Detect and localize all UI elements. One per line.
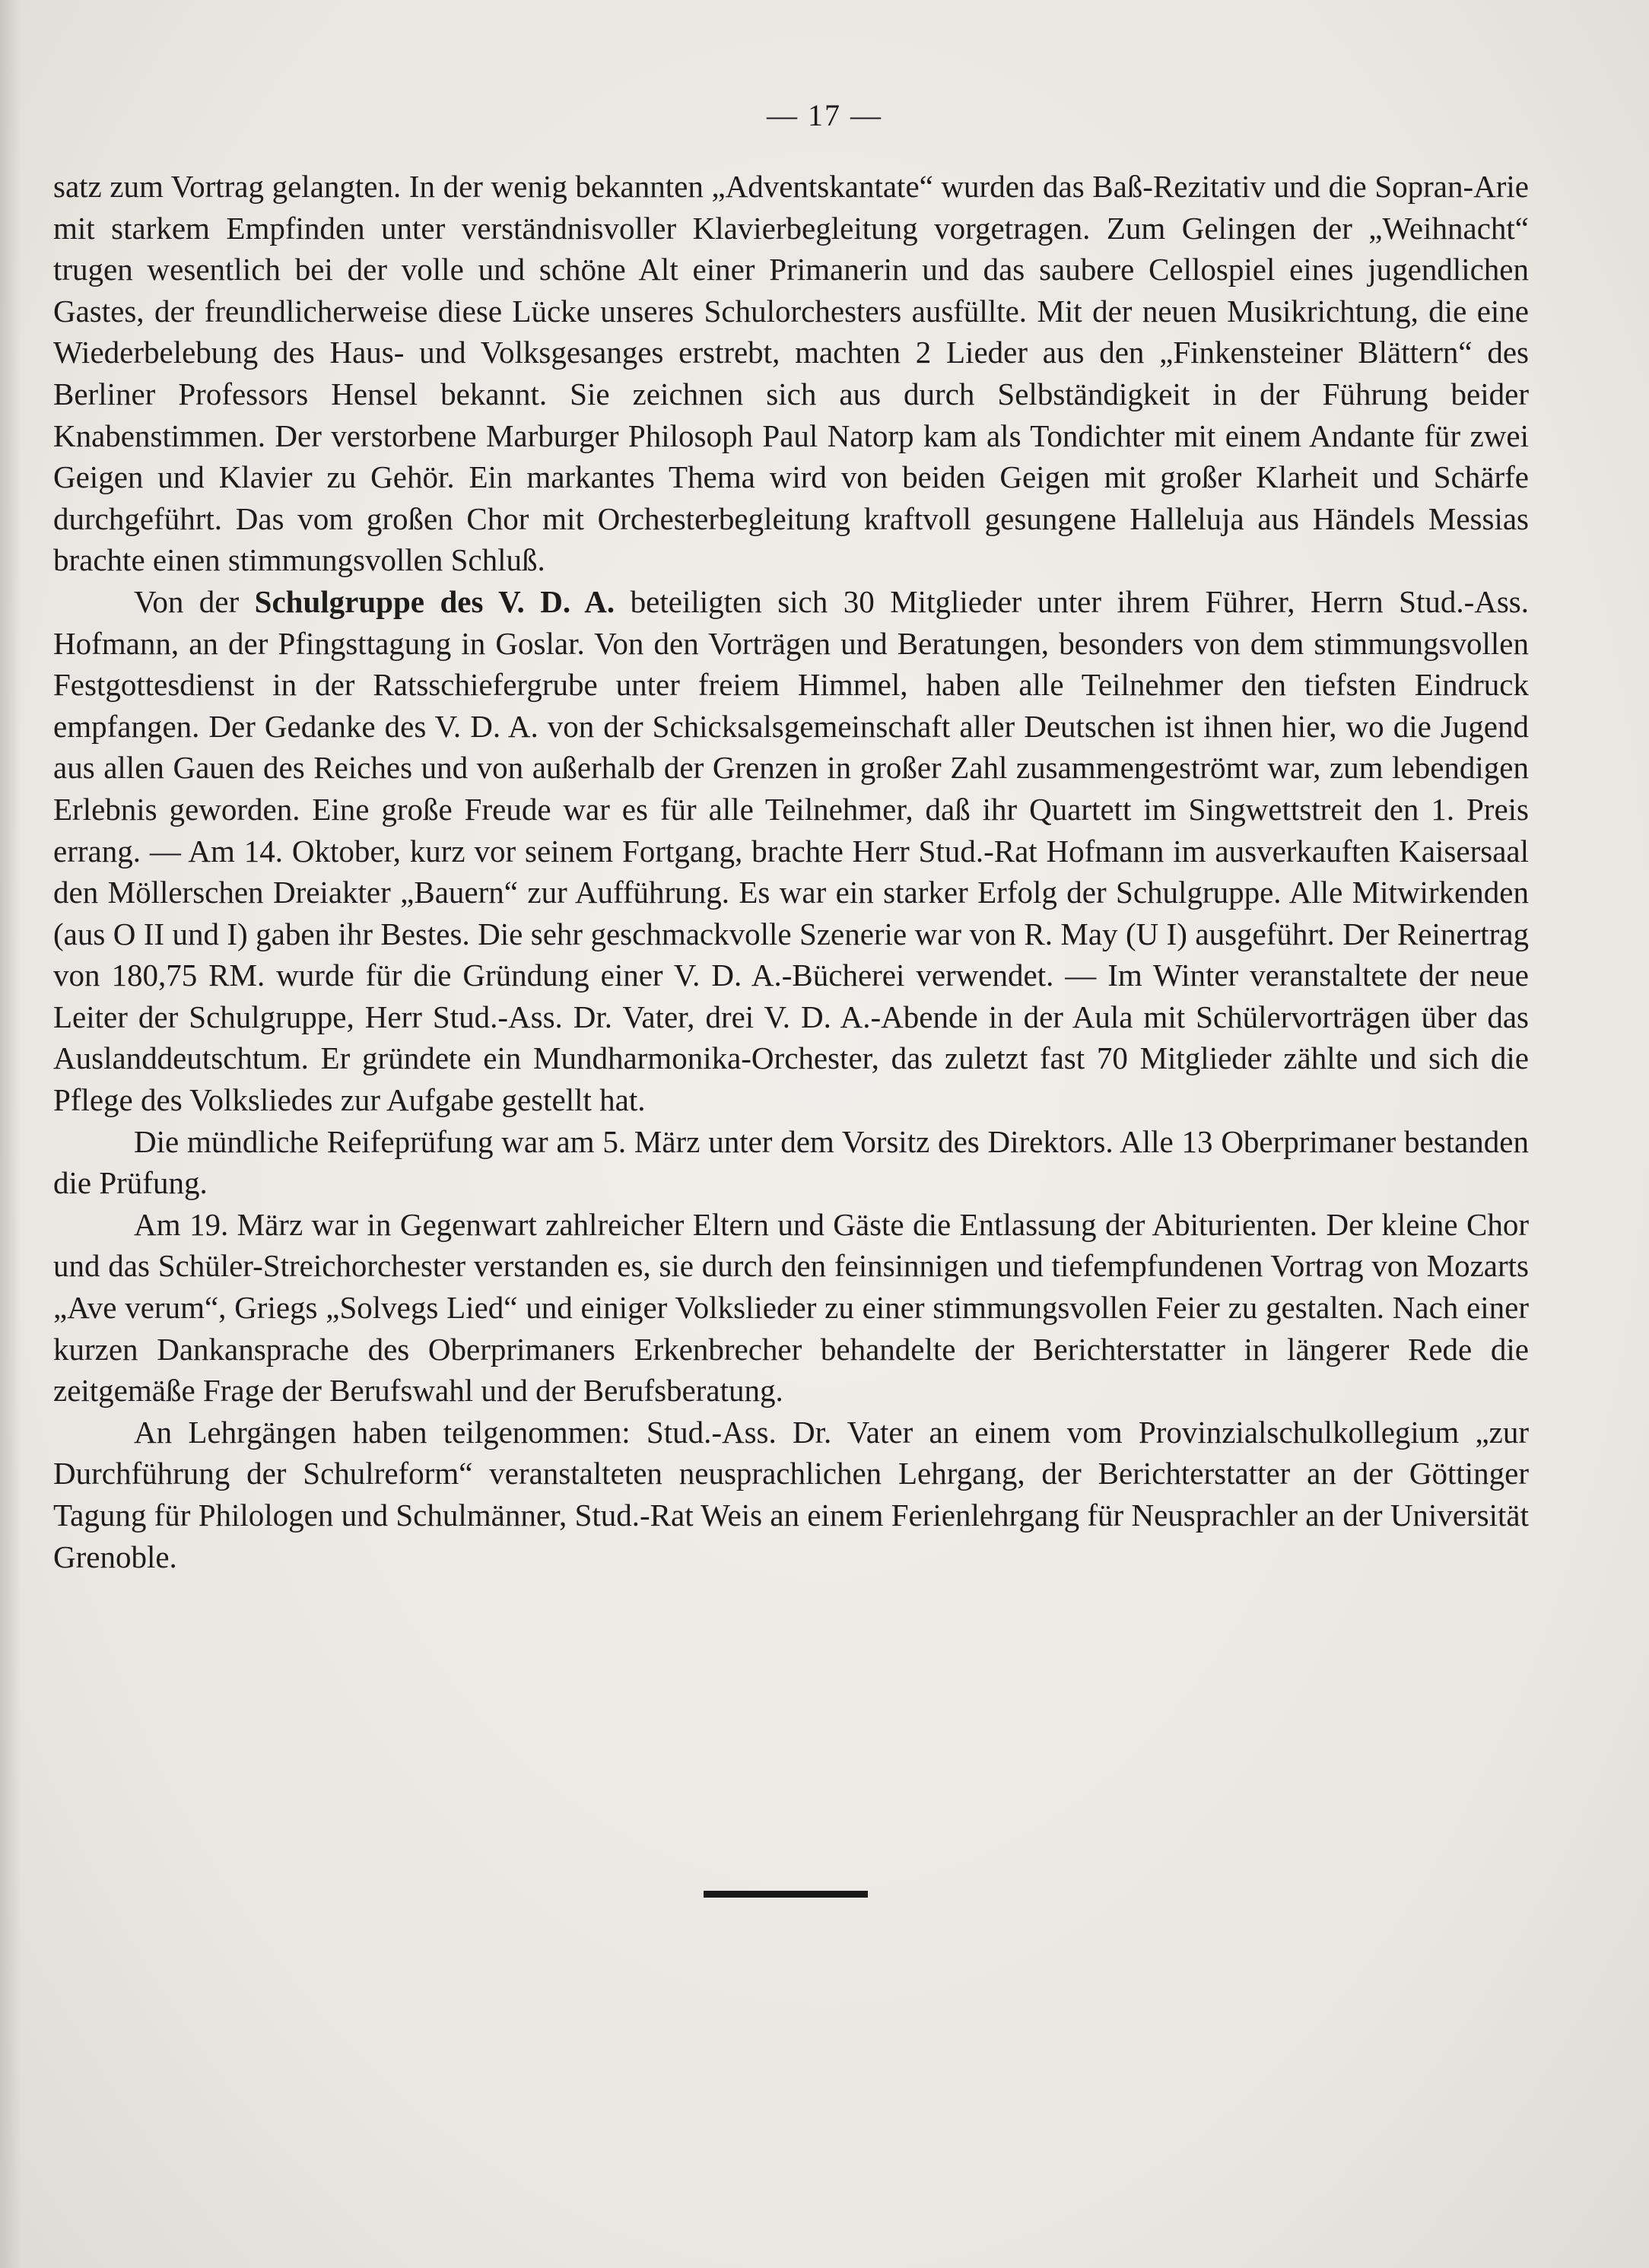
paragraph-vda-intro: Von der: [134, 583, 240, 619]
paragraph-vda-heading: Schulgruppe des V. D. A.: [254, 583, 615, 619]
page-edge-shadow: [0, 0, 21, 2268]
paragraph-vda-body: beteiligten sich 30 Mitglieder unter ihrem Führer, Herrn Stud.-Ass. Hofmann, an der Pfingsttagung in Goslar. Von den Vorträgen und Beratungen, besonders von dem stimmungsvollen Festgottesdienst in der Ratsschiefergrube unter freiem Himmel, haben alle Teilnehmer den tiefsten Eindruck empfangen. Der Gedanke des V. D. A. von der Schicksalsgemeinschaft aller Deutschen ist ihnen hier, wo die Jugend aus allen Gauen des Reiches und von außerhalb der Grenzen in großer Zahl zusammengeströmt war, zum lebendigen Erlebnis geworden. Eine große Freude war es für alle Teilnehmer, daß ihr Quartett im Singwettstreit den 1. Preis errang. — Am 14. Oktober, kurz vor seinem Fortgang, brachte Herr Stud.-Rat Hofmann im ausverkauften Kaisersaal den Möllerschen Dreiakter „Bauern“ zur Aufführung. Es war ein starker Erfolg der Schulgruppe. Alle Mitwirkenden (aus O II und I) gaben ihr Bestes. Die sehr geschmackvolle Szenerie war von R. May (U I) ausgeführt. Der Reinertrag von 180,75 RM. wurde für die Gründung einer V. D. A.-Bücherei verwendet. — Im Winter veranstaltete der neue Leiter der Schulgruppe, Herr Stud.-Ass. Dr. Vater, drei V. D. A.-Abende in der Aula mit Schülervorträgen über das Auslanddeutschtum. Er gründete ein Mundharmonika-Orchester, das zuletzt fast 70 Mitglieder zählte und sich die Pflege des Volksliedes zur Aufgabe gestellt hat.: [53, 583, 1530, 1118]
paragraph-vda: [53, 581, 1529, 1121]
body-text: [53, 166, 1529, 1577]
paragraph-graduation: Am 19. März war in Gegenwart zahlreicher Eltern und Gäste die Entlassung der Abiturienten. Der kleine Chor und das Schüler-Streichorchester verstanden es, sie durch den feinsinnigen und tiefempfundenen Vortrag von Mozarts „Ave verum“, Griegs „Solvegs Lied“ und einiger Volkslieder zu einer stimmungsvollen Feier zu gestalten. Nach einer kurzen Dankansprache des Oberprimaners Erkenbrecher behandelte der Berichterstatter in längerer Rede die zeitgemäße Frage der Berufswahl und der Berufsberatung.: [53, 1206, 1529, 1409]
page-number: — 17 —: [767, 98, 882, 132]
paragraph-courses: An Lehrgängen haben teilgenommen: Stud.-Ass. Dr. Vater an einem vom Provinzialschulkollegium „zur Durchführung der Schulreform“ veranstalteten neusprachlichen Lehrgang, der Berichterstatter an der Göttinger Tagung für Philologen und Schulmänner, Stud.-Rat Weis an einem Ferienlehrgang für Neusprachler an der Universität Grenoble.: [53, 1414, 1529, 1574]
paragraph-exam: Die mündliche Reifeprüfung war am 5. März unter dem Vorsitz des Direktors. Alle 13 Oberprimaner bestanden die Prüfung.: [53, 1123, 1529, 1201]
paragraph-music: satz zum Vortrag gelangten. In der wenig bekannten „Adventskantate“ wurden das Baß-Rezitativ und die Sopran-Arie mit starkem Empfinden unter verständnisvoller Klavierbegleitung vorgetragen. Zum Gelingen der „Weihnacht“ trugen wesentlich bei der volle und schöne Alt einer Primanerin und das saubere Cellospiel eines jugendlichen Gastes, der freundlicherweise diese Lücke unseres Schulorchesters ausfüllte. Mit der neuen Musikrichtung, die eine Wiederbelebung des Haus- und Volksgesanges erstrebt, machten 2 Lieder aus den „Finkensteiner Blättern“ des Berliner Professors Hensel bekannt. Sie zeichnen sich aus durch Selbständigkeit in der Führung beider Knabenstimmen. Der verstorbene Marburger Philosoph Paul Natorp kam als Tondichter mit einem Andante für zwei Geigen und Klavier zu Gehör. Ein markantes Thema wird von beiden Geigen mit großer Klarheit und Schärfe durchgeführt. Das vom großen Chor mit Orchesterbegleitung kraftvoll gesungene Halleluja aus Händels Messias brachte einen stimmungsvollen Schluß.: [53, 169, 1529, 578]
section-end-rule: [704, 1891, 868, 1898]
